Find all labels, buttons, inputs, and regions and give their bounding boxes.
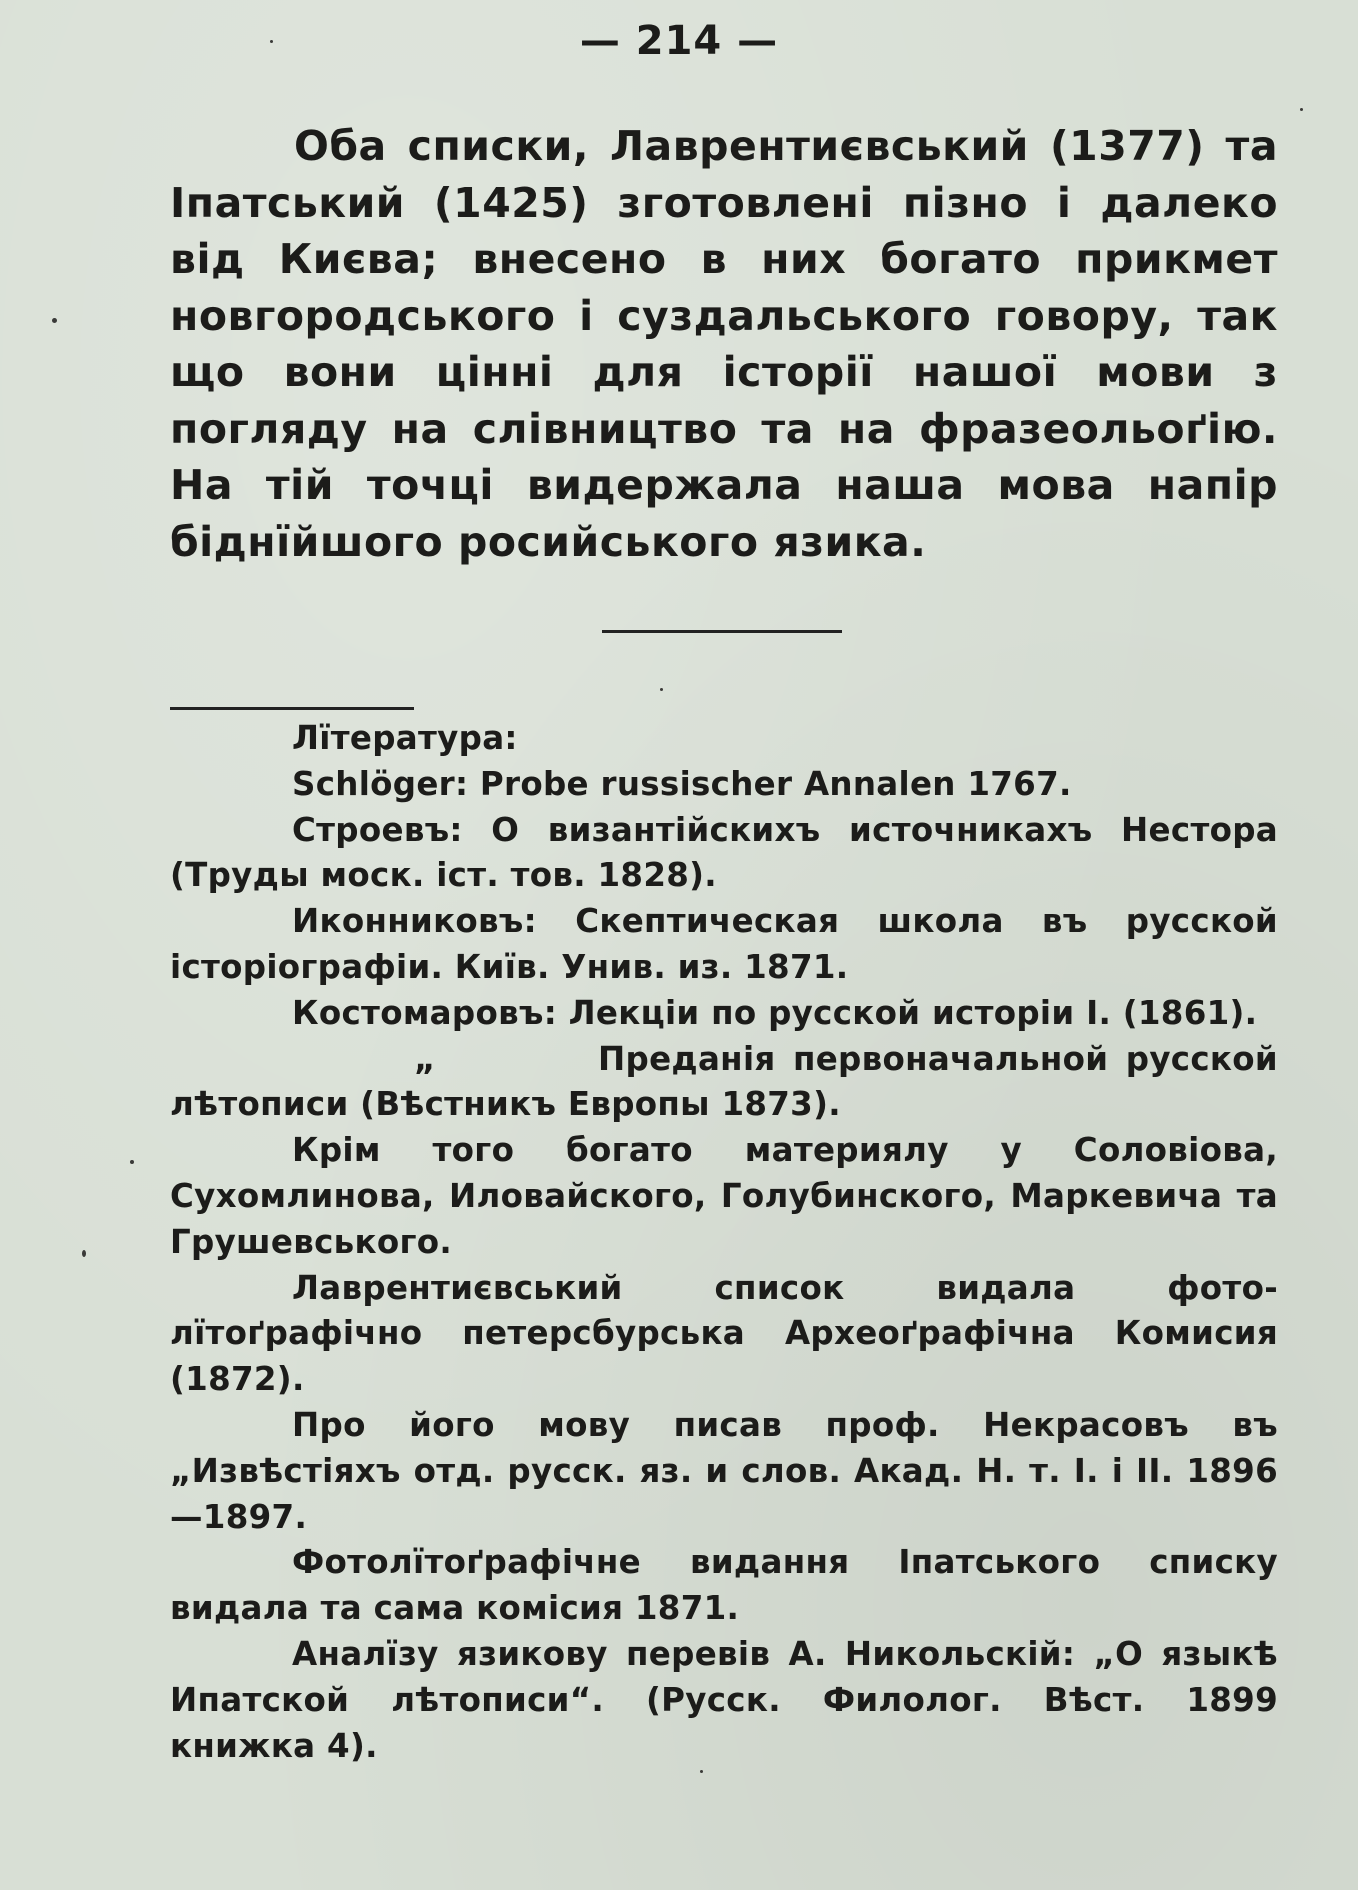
literature-entry-schloeger: Schlöger: Probe russischer Annalen 1767. (292, 764, 1072, 803)
ditto-title: Преданія первоначальной русской (598, 1039, 1278, 1078)
ditto-mark: „ (414, 1039, 436, 1078)
literature-entry-nekrasov: Про його мову писав проф. Некрасовъ въ „Извѣстіяхъ отд. русск. яз. и слов. Акад. Н. т. I. і II. 1896—1897. (170, 1405, 1278, 1536)
section-divider (602, 630, 842, 633)
literature-entry-lavrentiev-edition: Лаврентиєвський список видала фото-лїтоґрафічно петерсбурська Археоґрафічна Комисия (1872). (170, 1268, 1278, 1399)
literature-section (170, 716, 1278, 1769)
literature-entry-stroev: Строевъ: О византійскихъ источникахъ Нестора (Труды моск. іст. тов. 1828). (170, 810, 1278, 895)
literature-entry-nikolsky: Аналїзу язикову перевів А. Никольскій: „О языкѣ Ипатской лѣтописи“. (Русск. Филолог. Вѣст. 1899 книжка 4). (170, 1634, 1278, 1765)
page-number: — 214 — (579, 18, 779, 64)
main-text-block (170, 118, 1278, 570)
literature-entry-ipatiev-edition: Фотолїтоґрафічне видання Іпатського списку видала та сама комісия 1871. (170, 1543, 1278, 1628)
paper-speck (1300, 108, 1303, 111)
literature-entry-other-sources: Крім того богато материялу у Соловіова, Сухомлинова, Иловайского, Голубинского, Маркевича та Грушевського. (170, 1131, 1278, 1261)
paper-speck (270, 40, 273, 43)
paper-speck (660, 688, 663, 691)
paper-speck (130, 1160, 134, 1164)
literature-entry-kostomarov-2-cont: лѣтописи (Вѣстникъ Европы 1873). (170, 1085, 841, 1124)
footnote-divider (170, 707, 414, 710)
literature-entry-kostomarov-2 (170, 1037, 1278, 1083)
literature-entry-kostomarov: Костомаровъ: Лекціи по русской исторіи I. (1861). (292, 993, 1258, 1032)
literature-entry-ikonnikov: Иконниковъ: Скептическая школа въ русской історіографіи. Київ. Унив. из. 1871. (170, 902, 1278, 986)
paper-speck (700, 1770, 703, 1773)
paper-speck (82, 1250, 86, 1257)
paper-speck (52, 318, 57, 323)
main-paragraph: Оба списки, Лаврентиєвський (1377) та Іпатський (1425) зготовлені пізно і далеко від Києва; внесено в них богато прикмет новгородського і суздальського говору, так що вони цінні для історії нашої мови з погляду на слівництво та на фразеольоґію. На тій точці видержала наша мова напір біднїйшого росийського язика. (170, 122, 1278, 566)
literature-heading: Лїтература: (292, 719, 518, 757)
